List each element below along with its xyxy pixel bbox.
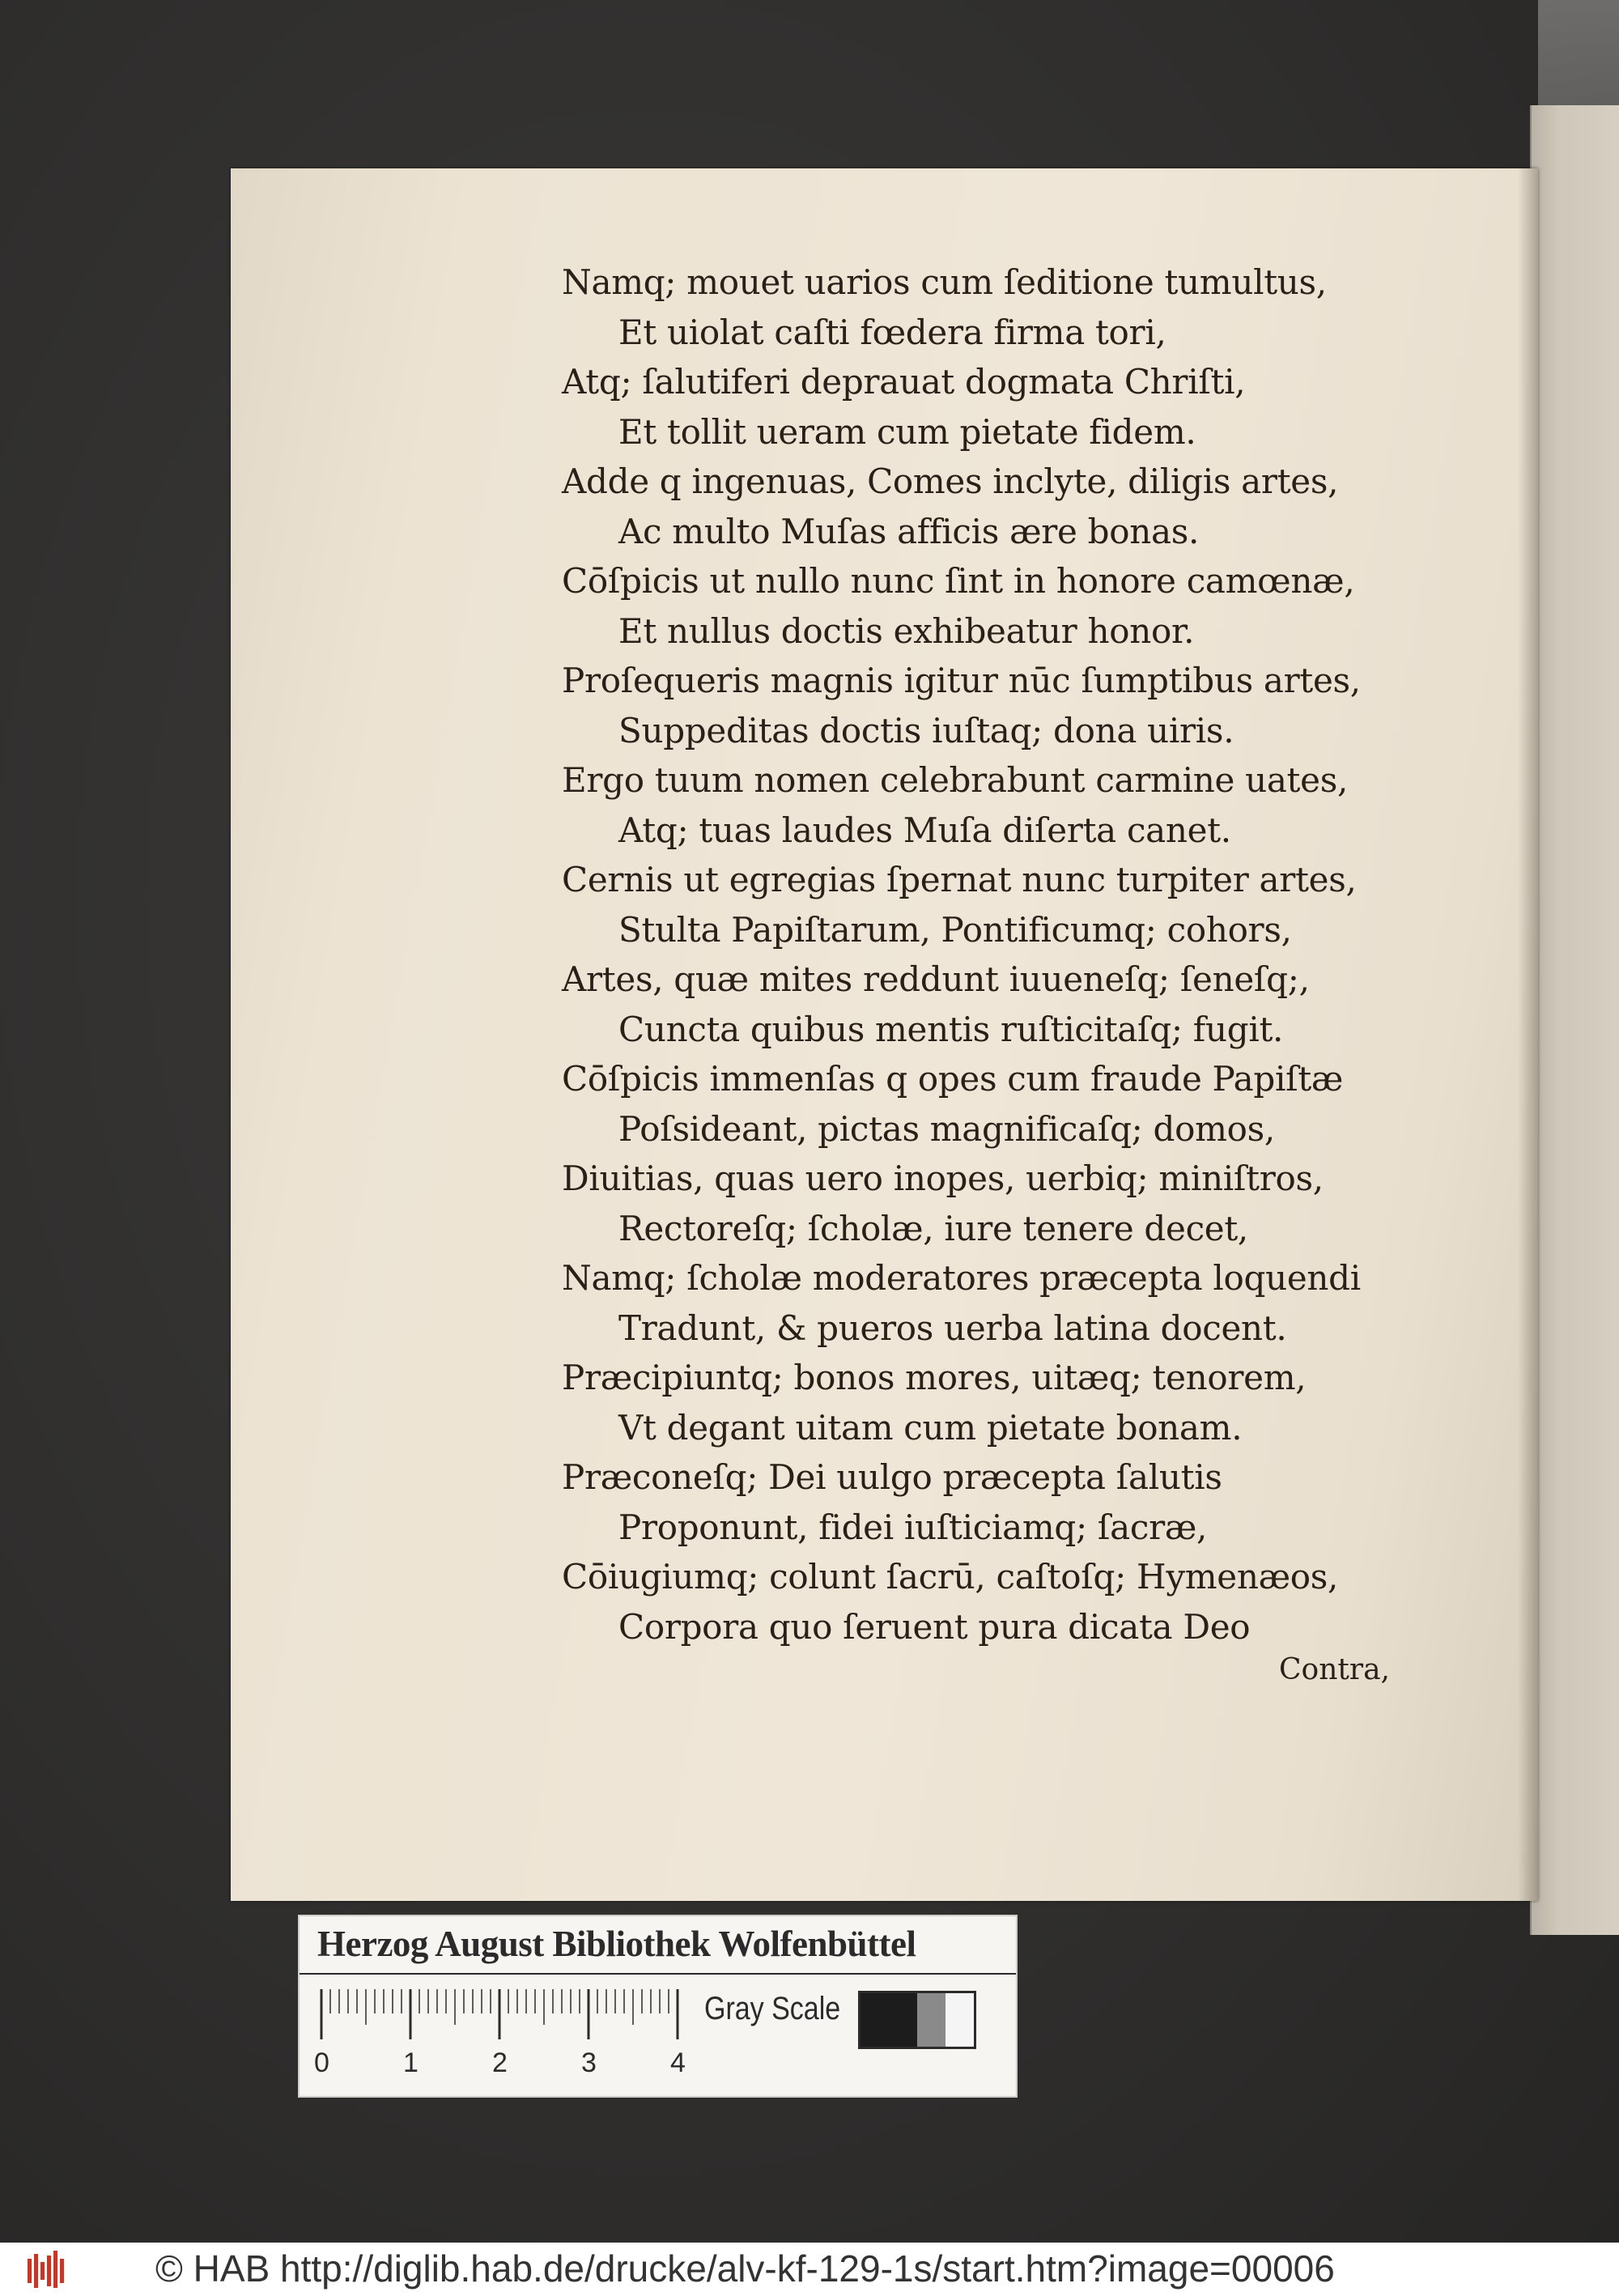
copyright-bar [0,2243,1619,2296]
verse-line: Cernis ut egregias ſpernat nunc turpiter artes, [562,860,1357,899]
verse-line: Corpora quo ſeruent pura dicata Deo [618,1606,1251,1647]
verse-line: Vt degant uitam cum pietate bonam. [618,1407,1243,1448]
verse-line: Namq; ſcholæ moderatores præcepta loquendi [562,1258,1361,1298]
verse-text-block [562,257,1420,1652]
copyright-url[interactable]: © HAB http://diglib.hab.de/drucke/alv-kf-129-1s/start.htm?image=00006 [155,2247,1335,2290]
verse-line: Et nullus doctis exhibeatur honor. [618,610,1195,651]
grayscale-patch [858,1991,976,2049]
grayscale-label: Gray Scale [704,1991,841,2026]
verse-line: Adde q ingenuas, Comes inclyte, diligis artes, [562,461,1339,501]
ruler-number: 1 [403,2047,419,2078]
verse-line: Atq; ſalutiferi deprauat dogmata Chriſti, [562,362,1246,402]
verse-line: Artes, quæ mites reddunt iuueneſq; ſeneſq;, [562,959,1310,999]
verse-line: Atq; tuas laudes Muſa diſerta canet. [618,810,1231,850]
verse-line: Ac multo Muſas afficis ære bonas. [618,511,1200,551]
verse-line: Præcipiuntq; bonos mores, uitæq; tenorem, [562,1358,1307,1397]
verse-line: Poſsideant, pictas magnificaſq; domos, [618,1108,1275,1149]
card-divider [300,1973,1016,1975]
centimeter-ruler [317,1989,682,2046]
verse-line: Namq; mouet uarios cum ſeditione tumultus, [562,262,1327,302]
verse-line: Stulta Papiſtarum, Pontificumq; cohors, [618,909,1292,950]
catchword: Contra, [1279,1653,1390,1686]
verse-line: Cōiugiumq; colunt ſacrū, caſtoſq; Hymenæos, [562,1557,1339,1597]
ruler-labels [314,2047,686,2080]
verse-line: Et tollit ueram cum pietate fidem. [618,411,1196,452]
verse-line: Et uiolat caſti fœdera firma tori, [618,312,1166,352]
page-gutter-shadow [1518,168,1538,1901]
next-leaf-edge [1530,105,1619,1935]
verse-line: Cōſpicis immenſas q opes cum fraude Papiſtæ [562,1059,1344,1099]
verse-line: Rectoreſq; ſcholæ, iure tenere decet, [618,1208,1248,1248]
verse-line: Proponunt, fidei iuſticiamq; ſacræ, [618,1507,1208,1547]
ruler-number: 0 [314,2047,329,2078]
ruler-number: 3 [581,2047,597,2078]
verse-line: Suppeditas doctis iuſtaq; dona uiris. [618,710,1234,750]
verse-line: Cuncta quibus mentis ruſticitaſq; fugit. [618,1009,1284,1049]
verse-line: Diuitias, quas uero inopes, uerbiq; miniſtros, [562,1159,1324,1198]
verse-line: Cōſpicis ut nullo nunc ſint in honore camœnæ, [562,561,1355,601]
verse-line: Tradunt, & pueros uerba latina docent. [618,1307,1287,1348]
ruler-number: 4 [670,2047,686,2078]
ruler-number: 2 [492,2047,508,2078]
verse-line: Præconeſq; Dei uulgo præcepta ſalutis [562,1457,1222,1497]
color-scale-card [298,1915,1018,2098]
library-name: Herzog August Bibliothek Wolfenbüttel [317,1924,916,1964]
hab-logo-icon [24,2251,68,2288]
verse-line: Ergo tuum nomen celebrabunt carmine uates, [562,760,1348,800]
verse-line: Proſequeris magnis igitur nūc ſumptibus artes, [562,661,1361,700]
